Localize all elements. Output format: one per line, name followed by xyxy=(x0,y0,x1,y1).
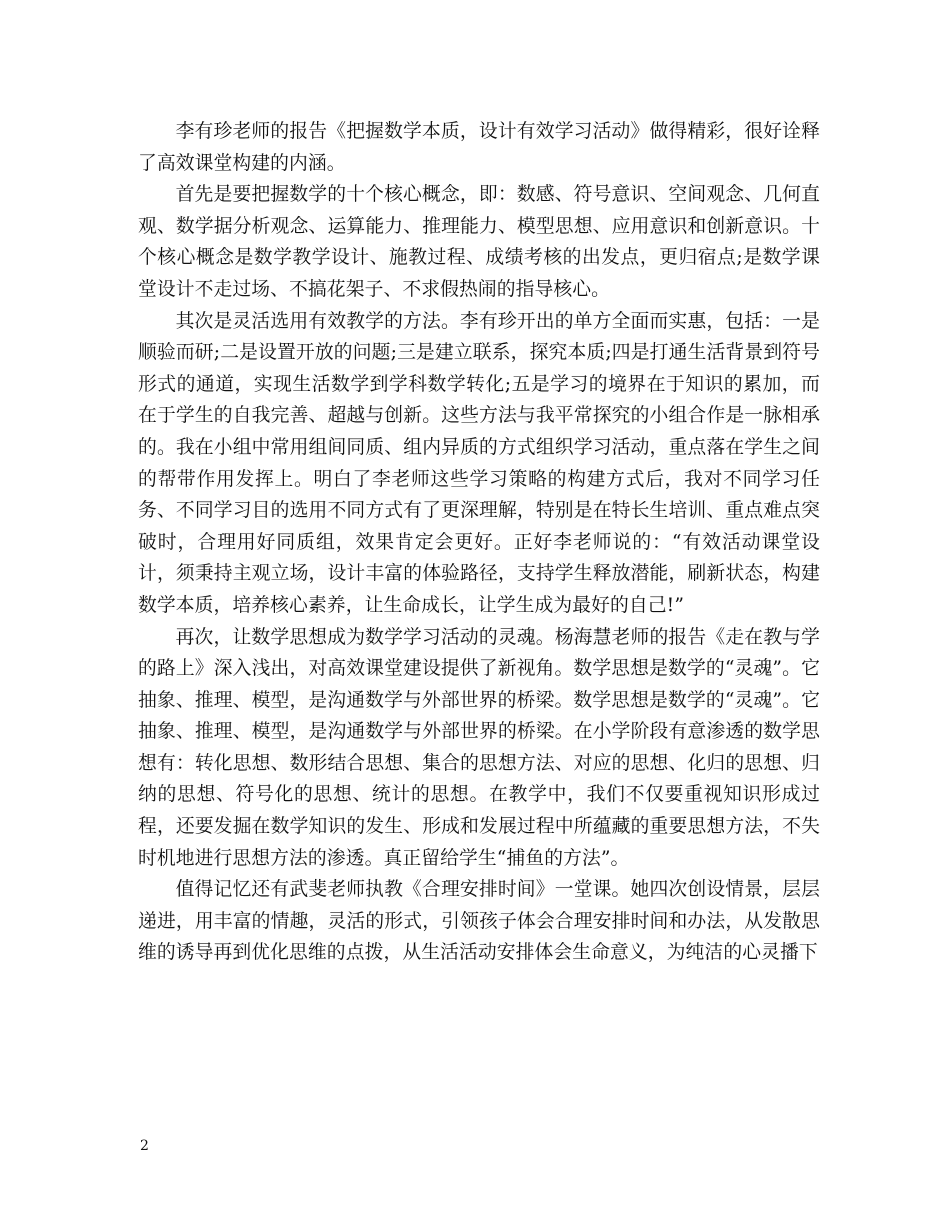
paragraph-3: 其次是灵活选用有效教学的方法。李有珍开出的单方全面而实惠，包括：一是顺验而研;二是设置开放的问题;三是建立联系，探究本质;四是打通生活背景到符号形式的通道，实现生活数学到学科数学转化;五是学习的境界在于知识的累加，而在于学生的自我完善、超越与创新。这些方法与我平常探究的小组合作是一脉相承的。我在小组中常用组间同质、组内异质的方式组织学习活动，重点落在学生之间的帮带作用发挥上。明白了李老师这些学习策略的构建方式后，我对不同学习任务、不同学习目的选用不同方式有了更深理解，特别是在特长生培训、重点难点突破时，合理用好同质组，效果肯定会更好。正好李老师说的：“有效活动课堂设计，须秉持主观立场，设计丰富的体验路径，支持学生释放潜能，刷新状态，构建数学本质，培养核心素养，让生命成长，让学生成为最好的自己!” xyxy=(138,310,820,616)
paragraph-4: 再次，让数学思想成为数学学习活动的灵魂。杨海慧老师的报告《走在教与学的路上》深入浅出，对高效课堂建设提供了新视角。数学思想是数学的“灵魂”。它抽象、推理、模型，是沟通数学与外部世界的桥梁。数学思想是数学的“灵魂”。它抽象、推理、模型，是沟通数学与外部世界的桥梁。在小学阶段有意渗透的数学思想有：转化思想、数形结合思想、集合的思想方法、对应的思想、化归的思想、归纳的思想、符号化的思想、统计的思想。在教学中，我们不仅要重视知识形成过程，还要发掘在数学知识的发生、形成和发展过程中所蕴藏的重要思想方法，不失时机地进行思想方法的渗透。真正留给学生“捕鱼的方法”。 xyxy=(138,626,820,869)
paragraph-2: 首先是要把握数学的十个核心概念，即：数感、符号意识、空间观念、几何直观、数学据分析观念、运算能力、推理能力、模型思想、应用意识和创新意识。十个核心概念是数学教学设计、施教过程、成绩考核的出发点，更归宿点;是数学课堂设计不走过场、不搞花架子、不求假热闹的指导核心。 xyxy=(138,184,820,300)
paragraph-5: 值得记忆还有武斐老师执教《合理安排时间》一堂课。她四次创设情景，层层递进，用丰富的情趣，灵活的形式，引领孩子体会合理安排时间和办法，从发散思维的诱导再到优化思维的点拨，从生活活动安排体会生命意义，为纯洁的心灵播下 xyxy=(138,879,820,964)
body-text xyxy=(138,116,820,969)
paragraph-1: 李有珍老师的报告《把握数学本质，设计有效学习活动》做得精彩，很好诠释了高效课堂构建的内涵。 xyxy=(138,121,820,174)
page-number: 2 xyxy=(140,1138,149,1154)
